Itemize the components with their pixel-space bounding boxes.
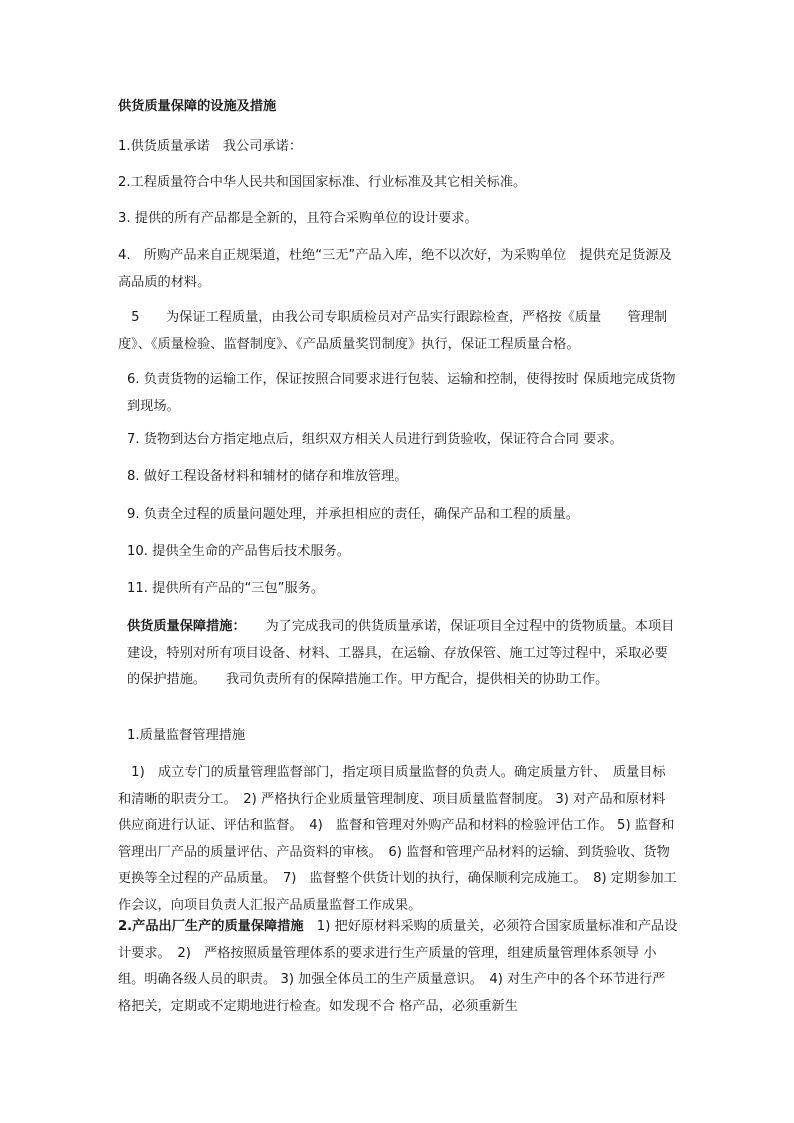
measures-text: 为了完成我司的供货质量承诺，保证项目全过程中的货物质量。本项目建设，特别对所有项目设备、材料、工器具，在运输、存放保管、施工过等过程中，采取必要的保护措施。 我司负责所有的保障措施工作。甲方配合，提供相关的协助工作。 <box>127 619 675 687</box>
section-2-text: 1) 把好原材料采购的质量关，必须符合国家质量标准和产品设计要求。 2) 严格按照质量管理体系的要求进行生产质量的管理，组建质量管理体系领导 小组。明确各级人员的职责。 3) 加强全体员工的生产质量意识。 4) 对生产中的各个环节进行严格把关，定期或不定期地进行检查。如发现不合 格产品，必须重新生 <box>118 919 678 1014</box>
paragraph-7: 7. 货物到达台方指定地点后，组织双方相关人员进行到货验收，保证符合合同 要求。 <box>127 432 623 447</box>
document-title: 供货质量保障的设施及措施 <box>118 99 277 114</box>
paragraph-3: 3. 提供的所有产品都是全新的，且符合采购单位的设计要求。 <box>118 211 478 226</box>
paragraph-10: 10. 提供全生命的产品售后技术服务。 <box>127 544 350 559</box>
paragraph-5: 5 为保证工程质量，由我公司专职质检员对产品实行跟踪检查，严格按《质量 管理制度》、《质量检验、监督制度》、《产品质量奖罚制度》执行，保证工程质量合格。 <box>118 310 668 352</box>
paragraph-2: 2.工程质量符合中华人民共和国国家标准、行业标准及其它相关标准。 <box>118 175 527 190</box>
paragraph-6: 6. 负责货物的运输工作，保证按照合同要求进行包装、运输和控制，使得按时 保质地完成货物到现场。 <box>127 372 676 414</box>
section-1-text: 1) 成立专门的质量管理监督部门，指定项目质量监督的负责人。确定质量方针、 质量目标和清晰的职责分工。 2) 严格执行企业质量管理制度、项目质量监督制度。 3) 对产品和原材料供应商进行认证、评估和监督。 4) 监督和管理对外购产品和材料的检验评估工作。 5) 监督和管理出厂产品的质量评估、产品资料的审核。 6) 监督和管理产品材料的运输、到货验收、货物更换等全过程的产品质量。 7) 监督整个供货计划的执行，确保顺利完成施工。 8) 定期参加工作会议，向项目负责人汇报产品质量监督工作成果。 <box>118 765 677 913</box>
section-2-label: 2.产品出厂生产的质量保障措施 <box>118 919 304 934</box>
paragraph-9: 9. 负责全过程的质量问题处理，并承担相应的责任，确保产品和工程的质量。 <box>127 507 579 522</box>
section-2-paragraph <box>118 914 678 1020</box>
paragraph-1: 1.供货质量承诺 我公司承诺： <box>118 139 303 154</box>
section-1-heading: 1.质量监督管理措施 <box>127 728 246 743</box>
paragraph-4: 4. 所购产品来自正规渠道，杜绝“三无”产品入库，绝不以次好，为采购单位 提供充足货源及高品质的材料。 <box>118 248 672 290</box>
measures-paragraph <box>127 614 678 694</box>
measures-label: 供货质量保障措施： <box>127 619 240 634</box>
paragraph-8: 8. 做好工程设备材料和辅材的储存和堆放管理。 <box>127 469 408 484</box>
paragraph-11: 11. 提供所有产品的“三包”服务。 <box>127 581 325 596</box>
